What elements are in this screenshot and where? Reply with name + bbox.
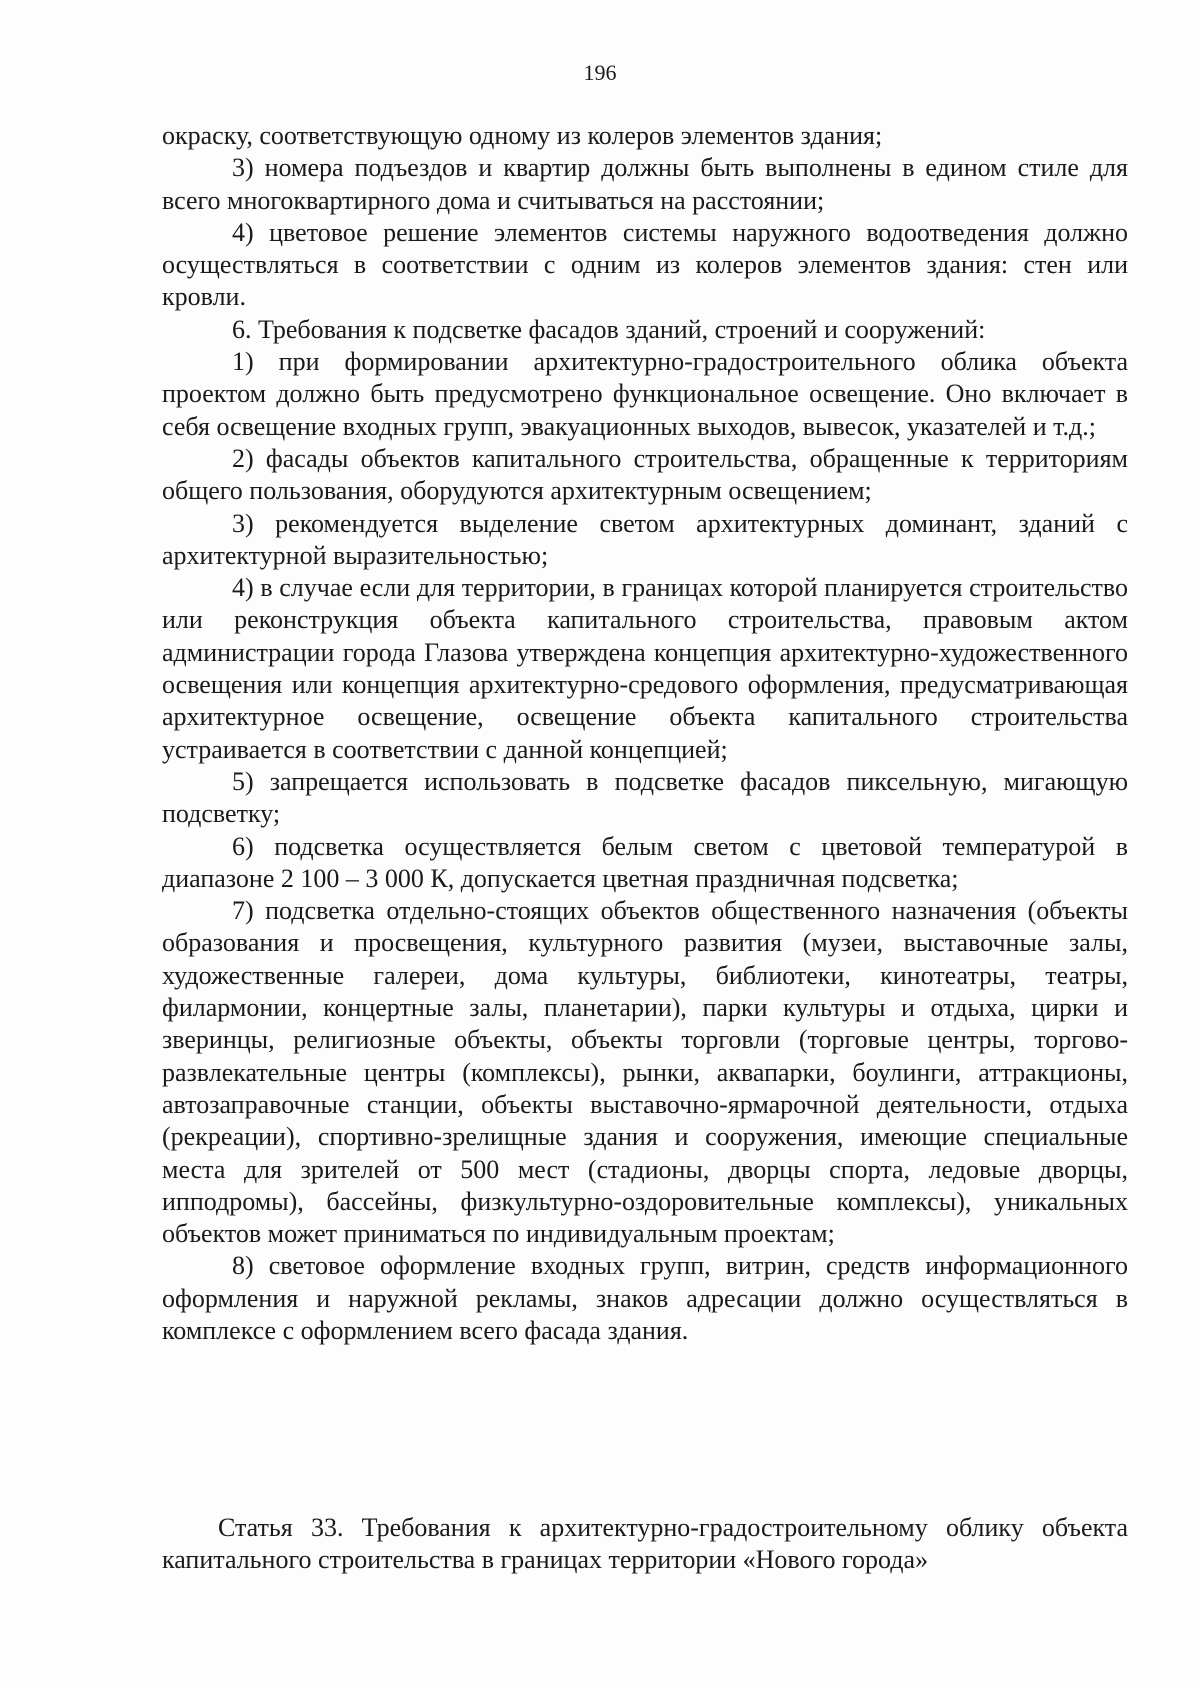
paragraph-continuation: окраску, соответствующую одному из колеров элементов здания;: [162, 121, 883, 150]
lighting-item-1: 1) при формировании архитектурно-градостроительного облика объекта проектом должно быть предусмотрено функциональное освещение. Оно включает в себя освещение входных групп, эвакуационных выходов, вывесок, указателей и т.д.;: [162, 347, 1128, 441]
page-number: 196: [583, 60, 617, 85]
list-item-4: 4) цветовое решение элементов системы наружного водоотведения должно осуществляться в соответствии с одним из колеров элементов здания: стен или кровли.: [162, 217, 1128, 312]
lighting-item-6: 6) подсветка осуществляется белым светом с цветовой температурой в диапазоне 2 100 – 3 000 К, допускается цветная праздничная подсветка;: [162, 831, 1128, 893]
article-heading: Статья 33. Требования к архитектурно-градостроительному облику объекта капитального строительства в границах территории «Нового города»: [162, 1513, 1128, 1574]
lighting-item-7: 7) подсветка отдельно-стоящих объектов общественного назначения (объекты образования и просвещения, культурного развития (музеи, выставочные залы, художественные галереи, дома культуры, библиотеки, кинотеатры, театры, филармонии, концертные залы, планетарии), парки культуры и отдыха, цирки и зверинцы, религиозные объекты, объекты торговли (торговые центры, торгово-развлекательные центры (комплексы), рынки, аквапарки, боулинги, аттракционы, автозаправочные станции, объекты выставочно-ярмарочной деятельности, отдыха (рекреации), спортивно-зрелищные здания и сооружения, имеющие специальные места для зрителей от 500 мест (стадионы, дворцы спорта, ледовые дворцы, ипподромы), бассейны, физкультурно-оздоровительные комплексы), уникальных объектов может приниматься по индивидуальным проектам;: [162, 896, 1128, 1249]
lighting-item-2: 2) фасады объектов капитального строительства, обращенные к территориям общего пользования, оборудуются архитектурным освещением;: [162, 443, 1128, 506]
lighting-item-3: 3) рекомендуется выделение светом архитектурных доминант, зданий с архитектурной выразительностью;: [162, 508, 1128, 570]
lighting-item-4: 4) в случае если для территории, в границах которой планируется строительство или реконструкция объекта капитального строительства, правовым актом администрации города Глазова утверждена концепция архитектурно-художественного освещения или концепция архитектурно-средового оформления, предусматривающая архитектурное освещение, освещение объекта капитального строительства устраивается в соответствии с данной концепцией;: [162, 573, 1128, 764]
section-heading-6: 6. Требования к подсветке фасадов зданий, строений и сооружений:: [232, 314, 986, 344]
lighting-item-8: 8) световое оформление входных групп, витрин, средств информационного оформления и наружной рекламы, знаков адресации должно осуществляться в комплексе с оформлением всего фасада здания.: [162, 1251, 1128, 1345]
lighting-item-5: 5) запрещается использовать в подсветке фасадов пиксельную, мигающую подсветку;: [162, 766, 1128, 829]
document-body: [162, 120, 1128, 1347]
list-item-3: 3) номера подъездов и квартир должны быть выполнены в едином стиле для всего многоквартирного дома и считываться на расстоянии;: [162, 153, 1128, 215]
